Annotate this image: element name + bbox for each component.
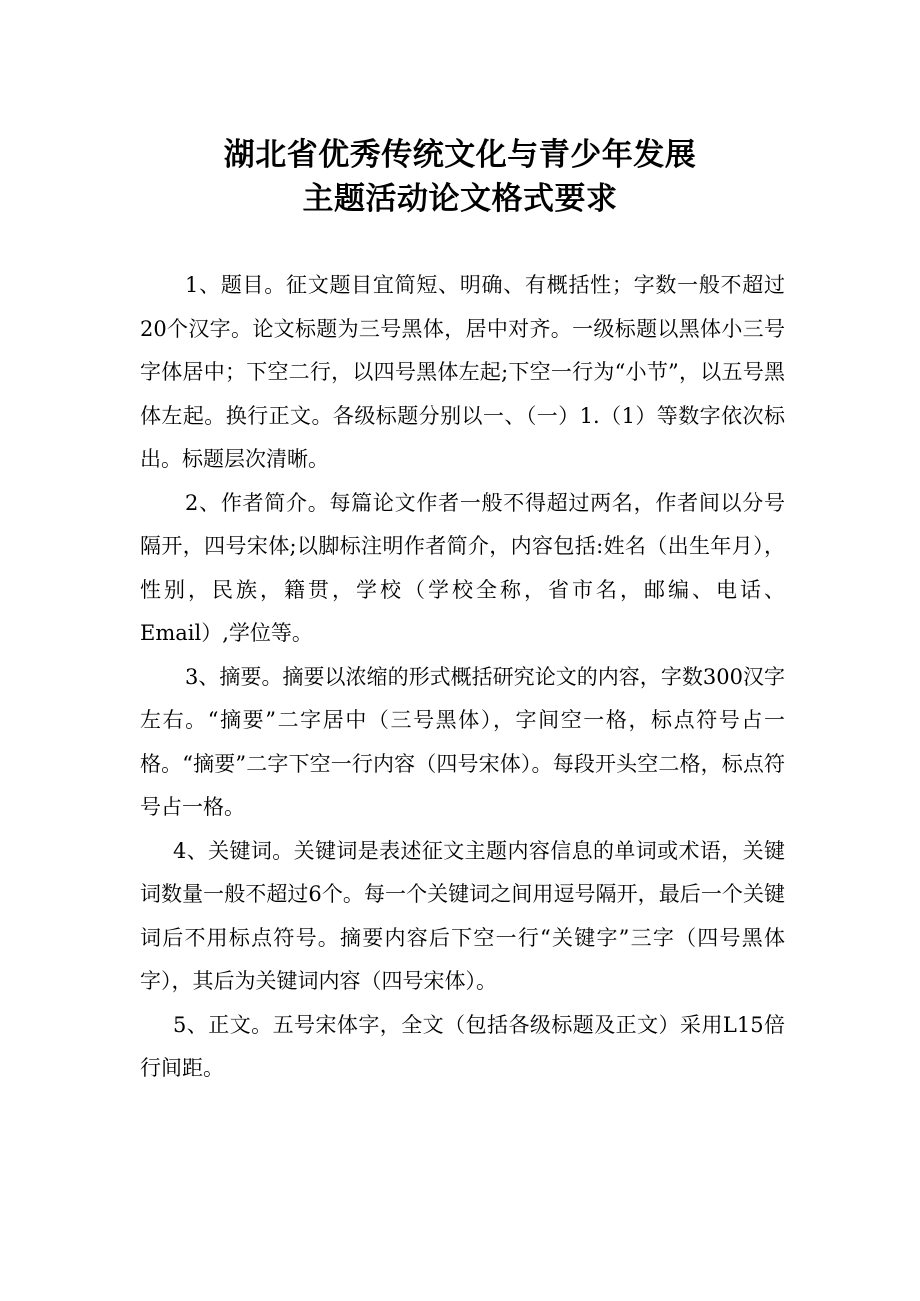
paragraph-main-text: 5、正文。五号宋体字，全文（包括各级标题及正文）采用L15倍行间距。 [140,1012,785,1080]
document-title-line-2: 主题活动论文格式要求 [302,181,618,217]
paragraph-title-requirements: 1、题目。征文题目宜简短、明确、有概括性；字数一般不超过20个汉字。论文标题为三号黑体，居中对齐。一级标题以黑体小三号字体居中；下空二行，以四号黑体左起;下空一行为“小节”，以五号黑体左起。换行正文。各级标题分别以一、（一）1.（1）等数字依次标出。标题层次清晰。 [140,273,785,471]
document-body [140,264,785,1091]
paragraph-abstract: 3、摘要。摘要以浓缩的形式概括研究论文的内容，字数300汉字左右。“摘要”二字居中（三号黑体），字间空一格，标点符号占一格。“摘要”二字下空一行内容（四号宋体）。每段开头空二格，标点符号占一格。 [140,664,785,819]
paragraph-author-profile: 2、作者简介。每篇论文作者一般不得超过两名，作者间以分号隔开，四号宋体;以脚标注明作者简介，内容包括:姓名（出生年月），性别，民族，籍贯，学校（学校全称，省市名，邮编、电话、Email）,学位等。 [140,490,785,645]
document-title-line-1: 湖北省优秀传统文化与青少年发展 [223,137,697,173]
paragraph-keywords: 4、关键词。关键词是表述征文主题内容信息的单词或术语，关键词数量一般不超过6个。每一个关键词之间用逗号隔开，最后一个关键词后不用标点符号。摘要内容后下空一行“关键字”三字（四号黑体字），其后为关键词内容（四号宋体）。 [140,838,785,993]
